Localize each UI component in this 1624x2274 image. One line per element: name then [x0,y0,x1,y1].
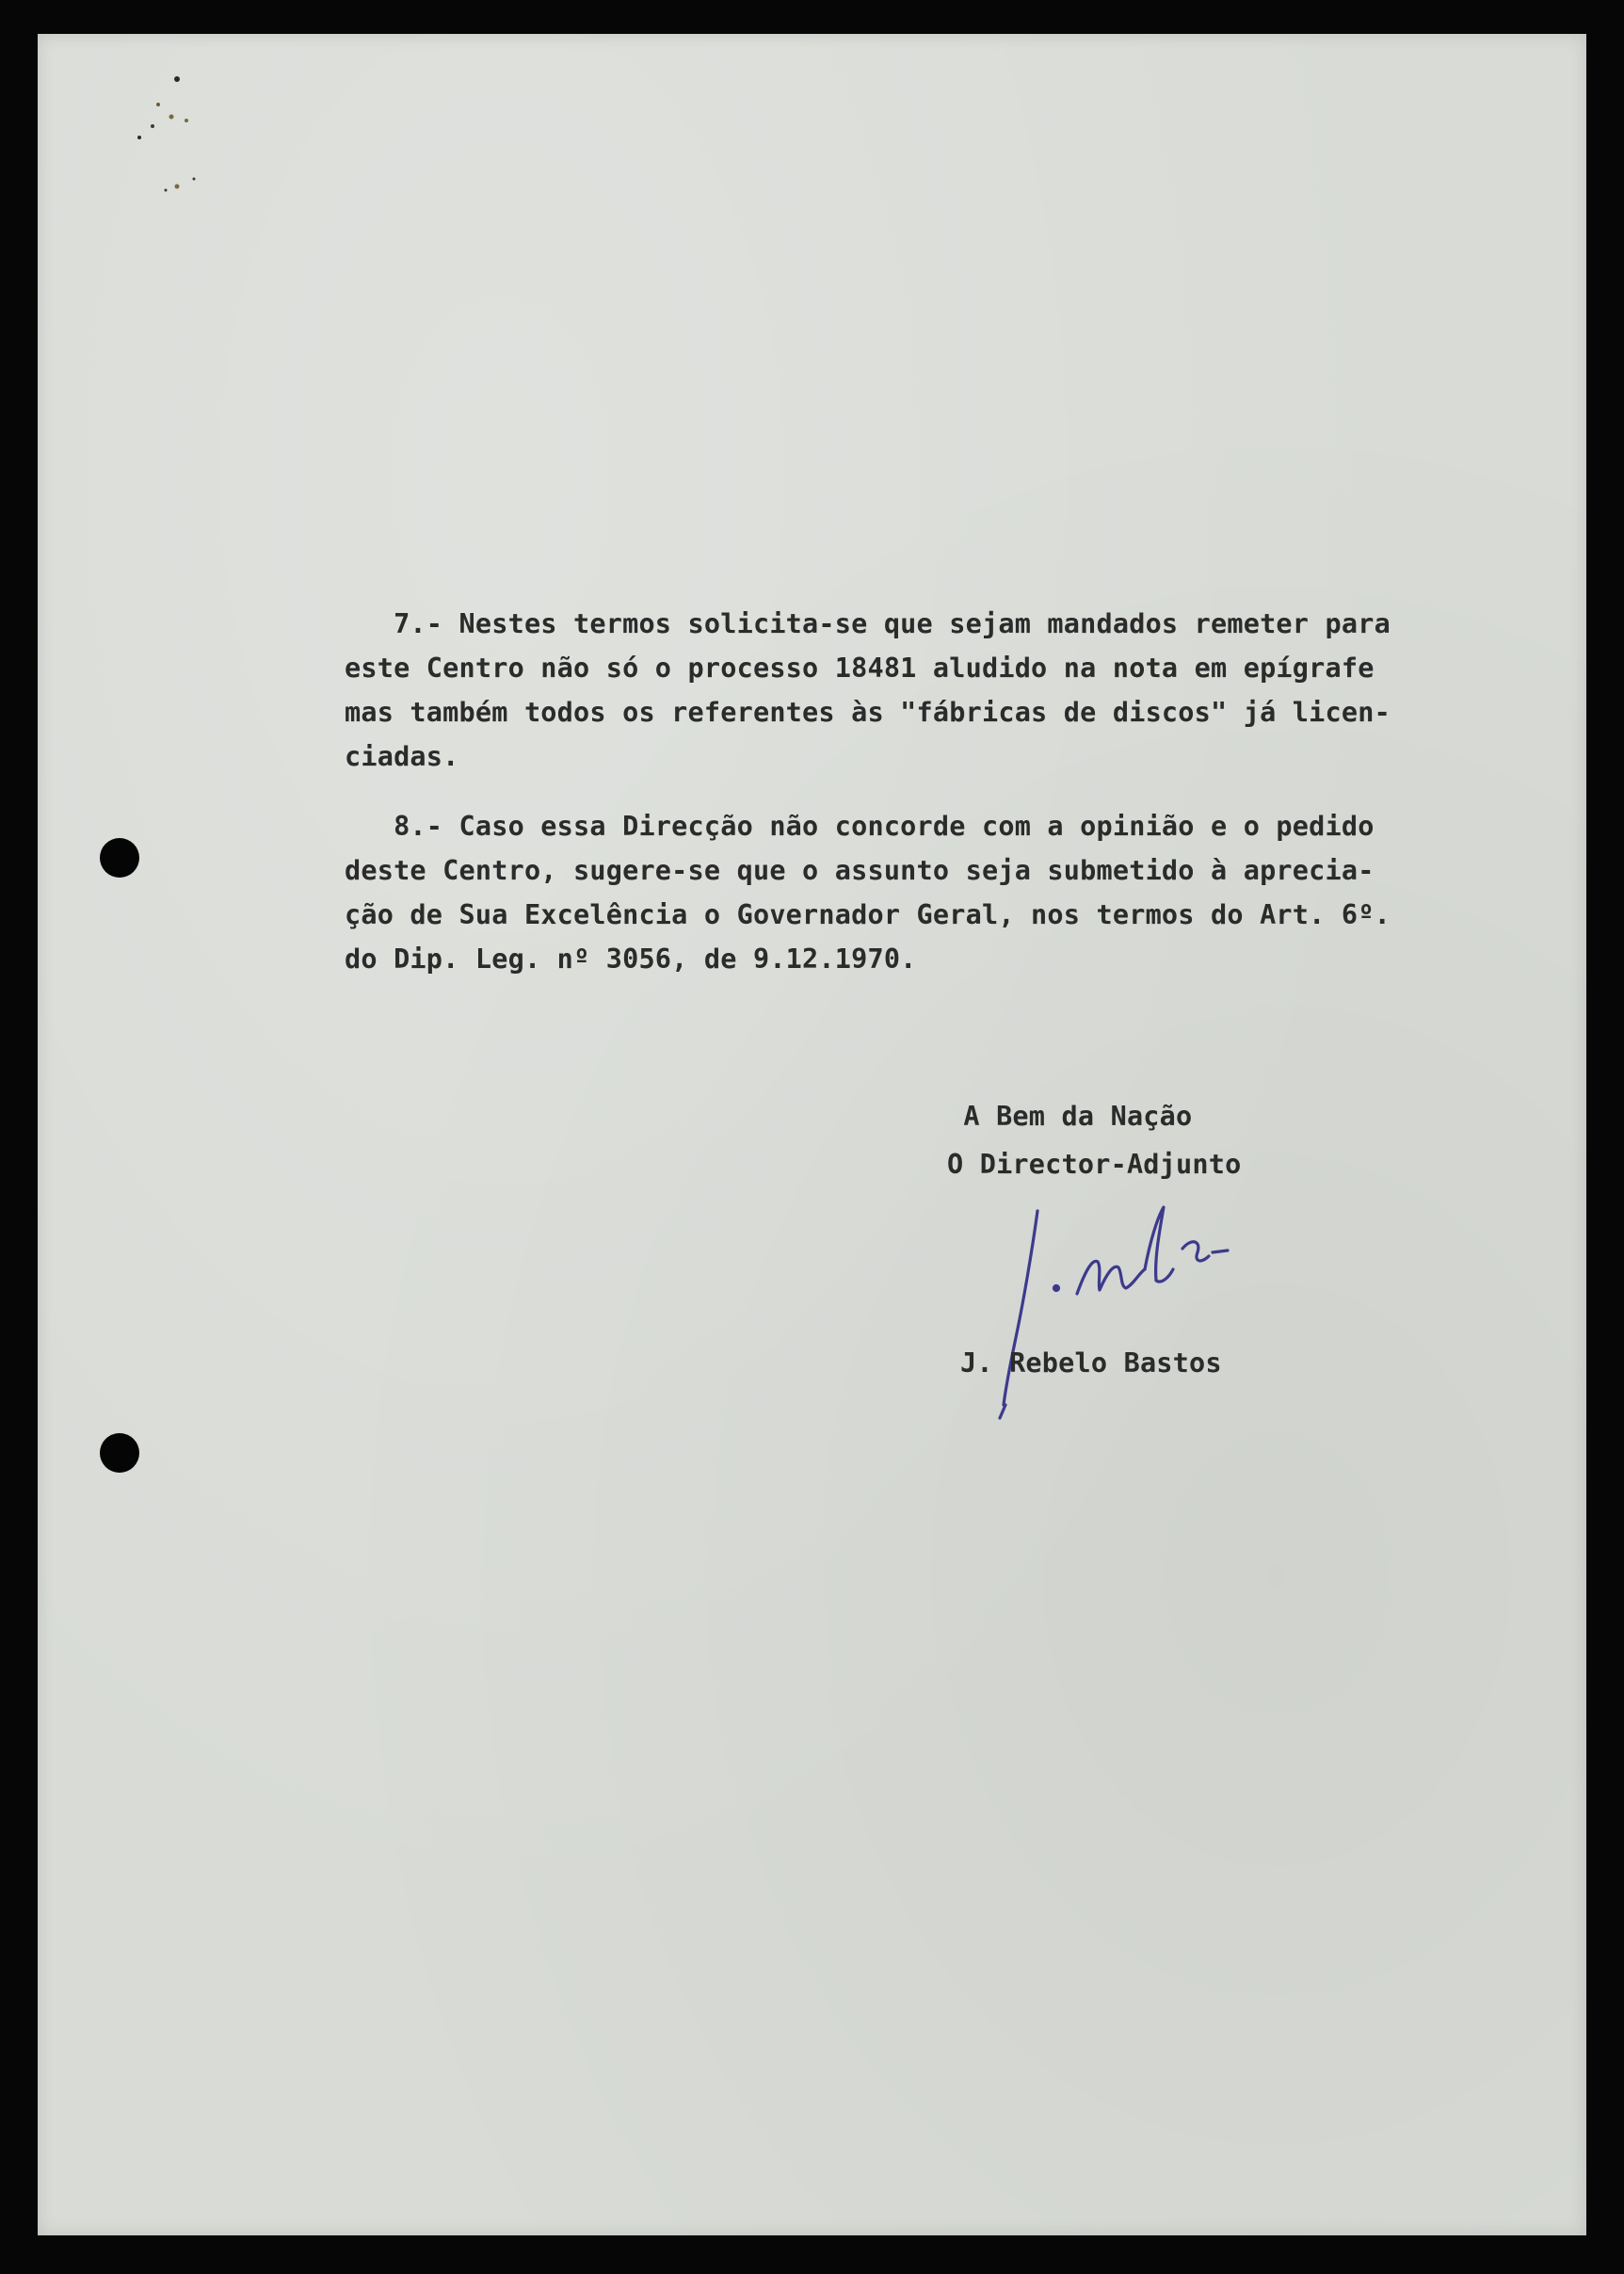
document-page [38,34,1586,2235]
paragraph-8-line: ção de Sua Excelência o Governador Geral, nos termos do Art. 6º. [345,899,1391,930]
paragraph-7-line: 7.- Nestes termos solicita-se que sejam mandados remeter para [345,608,1391,639]
paragraph-8 [345,804,1597,981]
signatory-name: J. Rebelo Bastos [960,1347,1222,1379]
signatory-title: O Director-Adjunto [947,1149,1242,1180]
paragraph-7 [345,602,1597,779]
paragraph-7-line: este Centro não só o processo 18481 aludido na nota em epígrafe [345,653,1375,684]
paragraph-7-line: mas também todos os referentes às "fábricas de discos" já licen- [345,697,1391,728]
paragraph-8-line: 8.- Caso essa Direcção não concorde com a opinião e o pedido [345,811,1375,842]
paragraph-7-line: ciadas. [345,741,459,772]
paragraph-8-line: do Dip. Leg. nº 3056, de 9.12.1970. [345,943,917,975]
punch-hole-top [100,838,139,878]
closing-block [947,1092,1437,1188]
punch-hole-bottom [100,1433,139,1473]
paper-specks [66,53,217,222]
paragraph-8-line: deste Centro, sugere-se que o assunto seja submetido à aprecia- [345,855,1375,886]
closing-salutation: A Bem da Nação [947,1101,1193,1132]
handwritten-signature [979,1183,1412,1427]
